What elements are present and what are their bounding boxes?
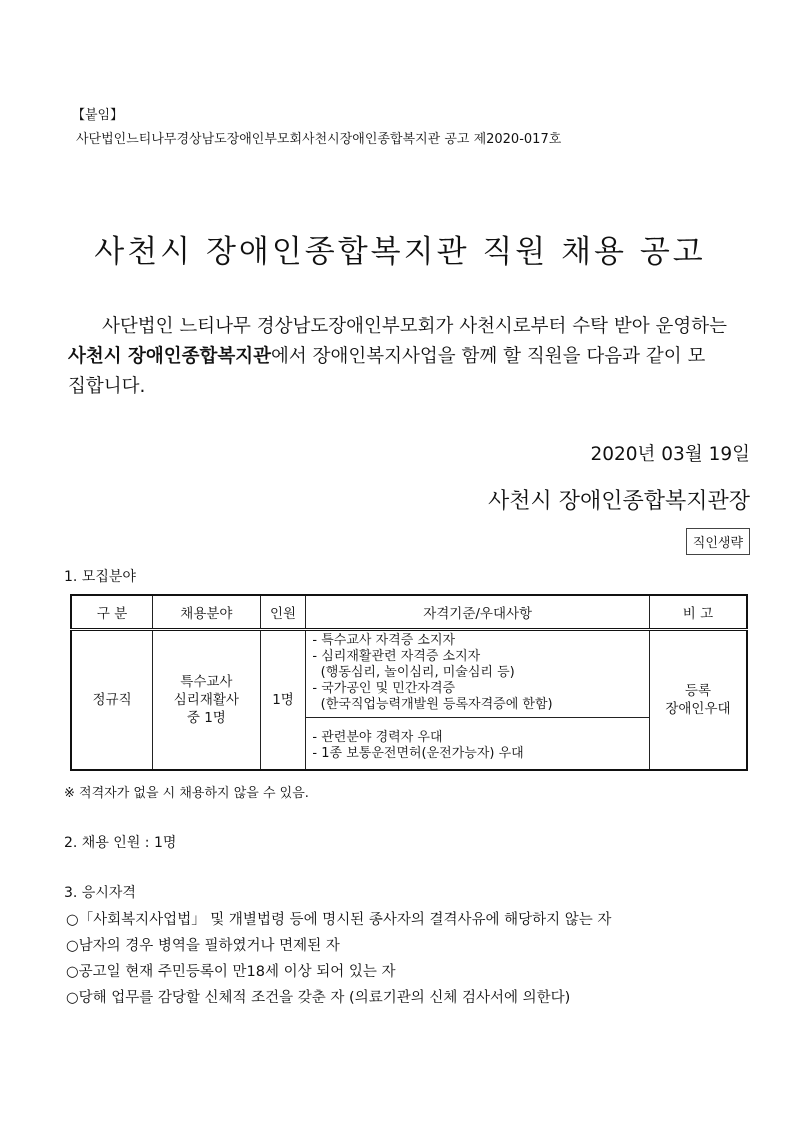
eligibility-item: ○당해 업무를 감당할 신체적 조건을 갖춘 자 (의료기관의 신체 검사서에 의한다): [66, 990, 571, 1006]
qualification-item: - 심리재활관련 자격증 소지자: [312, 649, 481, 664]
table-header-row: [71, 595, 747, 630]
field-line: 중 1명: [186, 710, 226, 726]
header-count: 인원: [260, 595, 306, 630]
attachment-tag: 【붙임】: [72, 108, 124, 123]
qualification-list: [306, 631, 649, 717]
intro-line-1: 사단법인 느티나무 경상남도장애인부모회가 사천시로부터 수탁 받아 운영하는: [102, 316, 728, 337]
cell-field: [153, 630, 260, 771]
intro-line-3: 집합니다.: [68, 376, 146, 397]
document-title: 사천시 장애인종합복지관 직원 채용 공고: [94, 234, 706, 270]
recruitment-table: [70, 594, 748, 771]
cell-remarks: [649, 630, 747, 771]
qualification-item: - 국가공인 및 민간자격증: [312, 681, 456, 696]
eligibility-item: ○남자의 경우 병역을 필하였거나 면제된 자: [66, 938, 340, 954]
header-category: 구 분: [71, 595, 153, 630]
qualification-item: (한국직업능력개발원 등록자격증에 한함): [312, 697, 553, 712]
header-field: 채용분야: [153, 595, 260, 630]
cell-category: 정규직: [71, 630, 153, 771]
intro-paragraph: [68, 312, 752, 402]
eligibility-item: ○공고일 현재 주민등록이 만18세 이상 되어 있는 자: [66, 964, 396, 980]
qualification-item: - 특수교사 자격증 소지자: [312, 633, 456, 648]
remark-line: 등록: [684, 683, 711, 699]
section-3-heading: 3. 응시자격: [64, 885, 136, 901]
seal-omitted-box: 직인생략: [686, 528, 750, 555]
notice-date: 2020년 03월 19일: [590, 444, 750, 465]
header-qualifications: 자격기준/우대사항: [306, 595, 650, 630]
preference-item: - 관련분야 경력자 우대: [312, 730, 443, 745]
preference-list: [306, 717, 649, 769]
cell-qualifications: [306, 630, 650, 771]
section-2-heading: 2. 채용 인원 : 1명: [64, 835, 177, 851]
field-line: 심리재활사: [173, 692, 239, 708]
eligibility-item: ○「사회복지사업법」 및 개별법령 등에 명시된 종사자의 결격사유에 해당하지 않는 자: [66, 912, 612, 928]
intro-line-2-rest: 에서 장애인복지사업을 함께 할 직원을 다음과 같이 모: [271, 346, 706, 367]
field-line: 특수교사: [180, 674, 233, 690]
center-name: 사천시 장애인종합복지관: [68, 346, 272, 367]
table-note: ※ 적격자가 없을 시 채용하지 않을 수 있음.: [64, 786, 309, 801]
qualification-item: (행동심리, 놀이심리, 미술심리 등): [312, 665, 515, 680]
header-remarks: 비 고: [649, 595, 747, 630]
intro-line-2: [68, 342, 752, 372]
section-1-heading: 1. 모집분야: [64, 569, 136, 585]
table-row: [71, 630, 747, 771]
notice-reference: 사단법인느티나무경상남도장애인부모회사천시장애인종합복지관 공고 제2020-017호: [76, 132, 562, 147]
issuer-name: 사천시 장애인종합복지관장: [487, 489, 750, 514]
preference-item: - 1종 보통운전면허(운전가능자) 우대: [312, 746, 524, 761]
remark-line: 장애인우대: [665, 701, 731, 717]
cell-count: 1명: [260, 630, 306, 771]
